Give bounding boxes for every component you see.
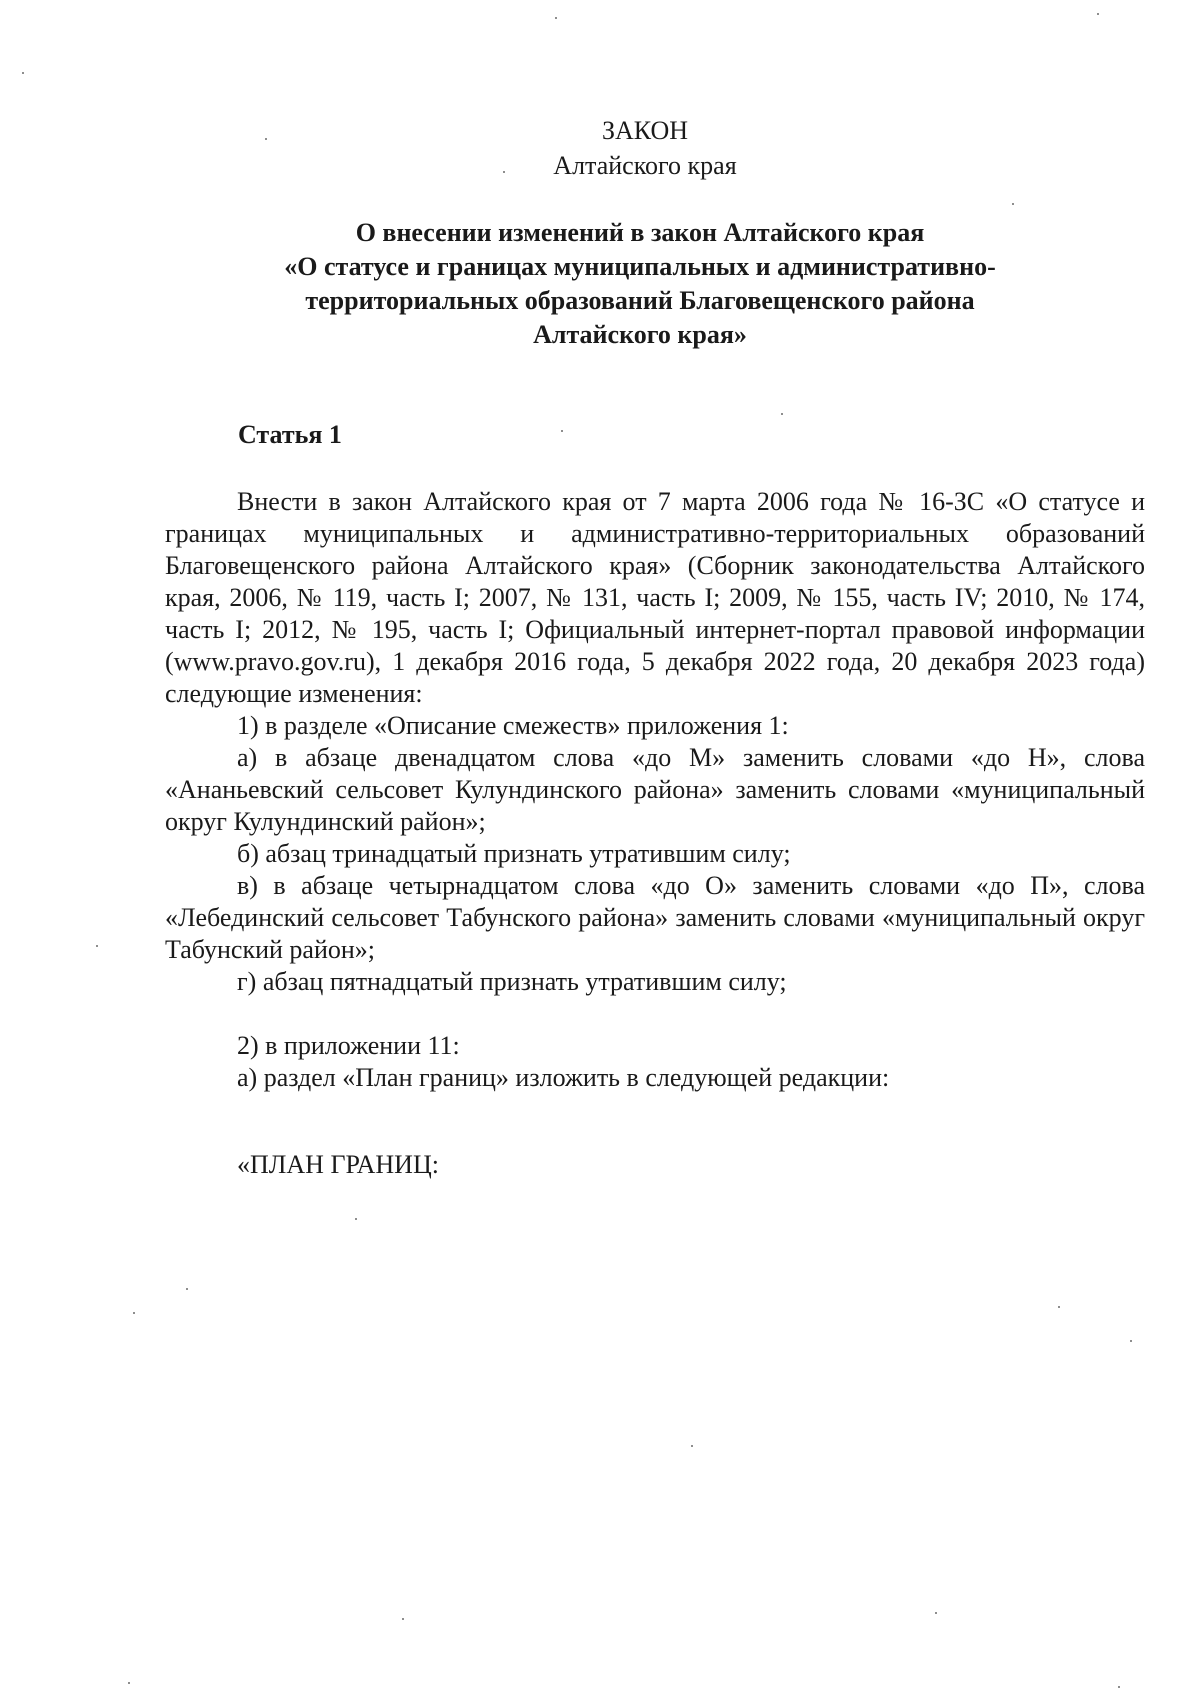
law-title-line: Алтайского края» <box>533 320 747 349</box>
article-subitem: а) раздел «План границ» изложить в следующей редакции: <box>237 1063 890 1092</box>
article-item: 1) в разделе «Описание смежеств» приложения 1: <box>237 711 789 740</box>
scan-speck <box>402 1618 404 1620</box>
law-title-line: территориальных образований Благовещенского района <box>305 286 975 315</box>
law-title-line: «О статусе и границах муниципальных и административно- <box>284 252 996 281</box>
scan-speck <box>1130 1340 1132 1342</box>
article-item: 2) в приложении 11: <box>237 1031 460 1060</box>
law-type-heading: ЗАКОН <box>601 116 689 145</box>
scan-speck <box>691 1445 693 1447</box>
scan-speck <box>133 1312 135 1314</box>
article-paragraph: Внести в закон Алтайского края от 7 марта 2006 года № 16-ЗС «О статусе и границах муниципальных и административно-территориальных образований Благовещенского района Алтайского края» (Сборник законодательства Алтайского края, 2006, № 119, часть I; 2007, № 131, часть I; 2009, № 155, часть IV; 2010, № 174, часть I; 2012, № 195, часть I; Официальный интернет-портал правовой информации (www.pravo.gov.ru), 1 декабря 2016 года, 5 декабря 2022 года, 20 декабря 2023 года) следующие изменения: <box>165 487 1145 708</box>
scan-speck <box>1118 1686 1120 1688</box>
scan-speck <box>128 1682 130 1684</box>
scan-speck <box>186 1288 188 1290</box>
scan-speck <box>1058 1306 1060 1308</box>
article-subitem: б) абзац тринадцатый признать утратившим силу; <box>237 839 791 868</box>
plan-heading: «ПЛАН ГРАНИЦ: <box>237 1150 439 1179</box>
article-subitem: а) в абзаце двенадцатом слова «до М» заменить словами «до Н», слова «Ананьевский сельсовет Кулундинского района» заменить словами «муниципальный округ Кулундинский район»; <box>165 743 1145 836</box>
law-title-line: О внесении изменений в закон Алтайского края <box>355 218 925 247</box>
scan-speck <box>1097 13 1099 15</box>
scan-speck <box>555 17 557 19</box>
article-heading: Статья 1 <box>238 420 342 449</box>
article-body <box>165 486 1145 1094</box>
article-subitem: г) абзац пятнадцатый признать утратившим силу; <box>237 967 787 996</box>
scan-speck <box>1012 203 1014 205</box>
scan-speck <box>503 171 505 173</box>
scan-speck <box>355 1218 357 1220</box>
law-region-heading: Алтайского края <box>553 151 737 180</box>
scan-speck <box>561 430 563 432</box>
law-title <box>220 216 1060 352</box>
scan-speck <box>781 413 783 415</box>
scan-speck <box>265 138 267 140</box>
article-subitem: в) в абзаце четырнадцатом слова «до О» заменить словами «до П», слова «Лебединский сельсовет Табунского района» заменить словами «муниципальный округ Табунский район»; <box>165 871 1145 964</box>
scan-speck <box>22 72 24 74</box>
scan-speck <box>96 945 98 947</box>
scan-speck <box>935 1612 937 1614</box>
